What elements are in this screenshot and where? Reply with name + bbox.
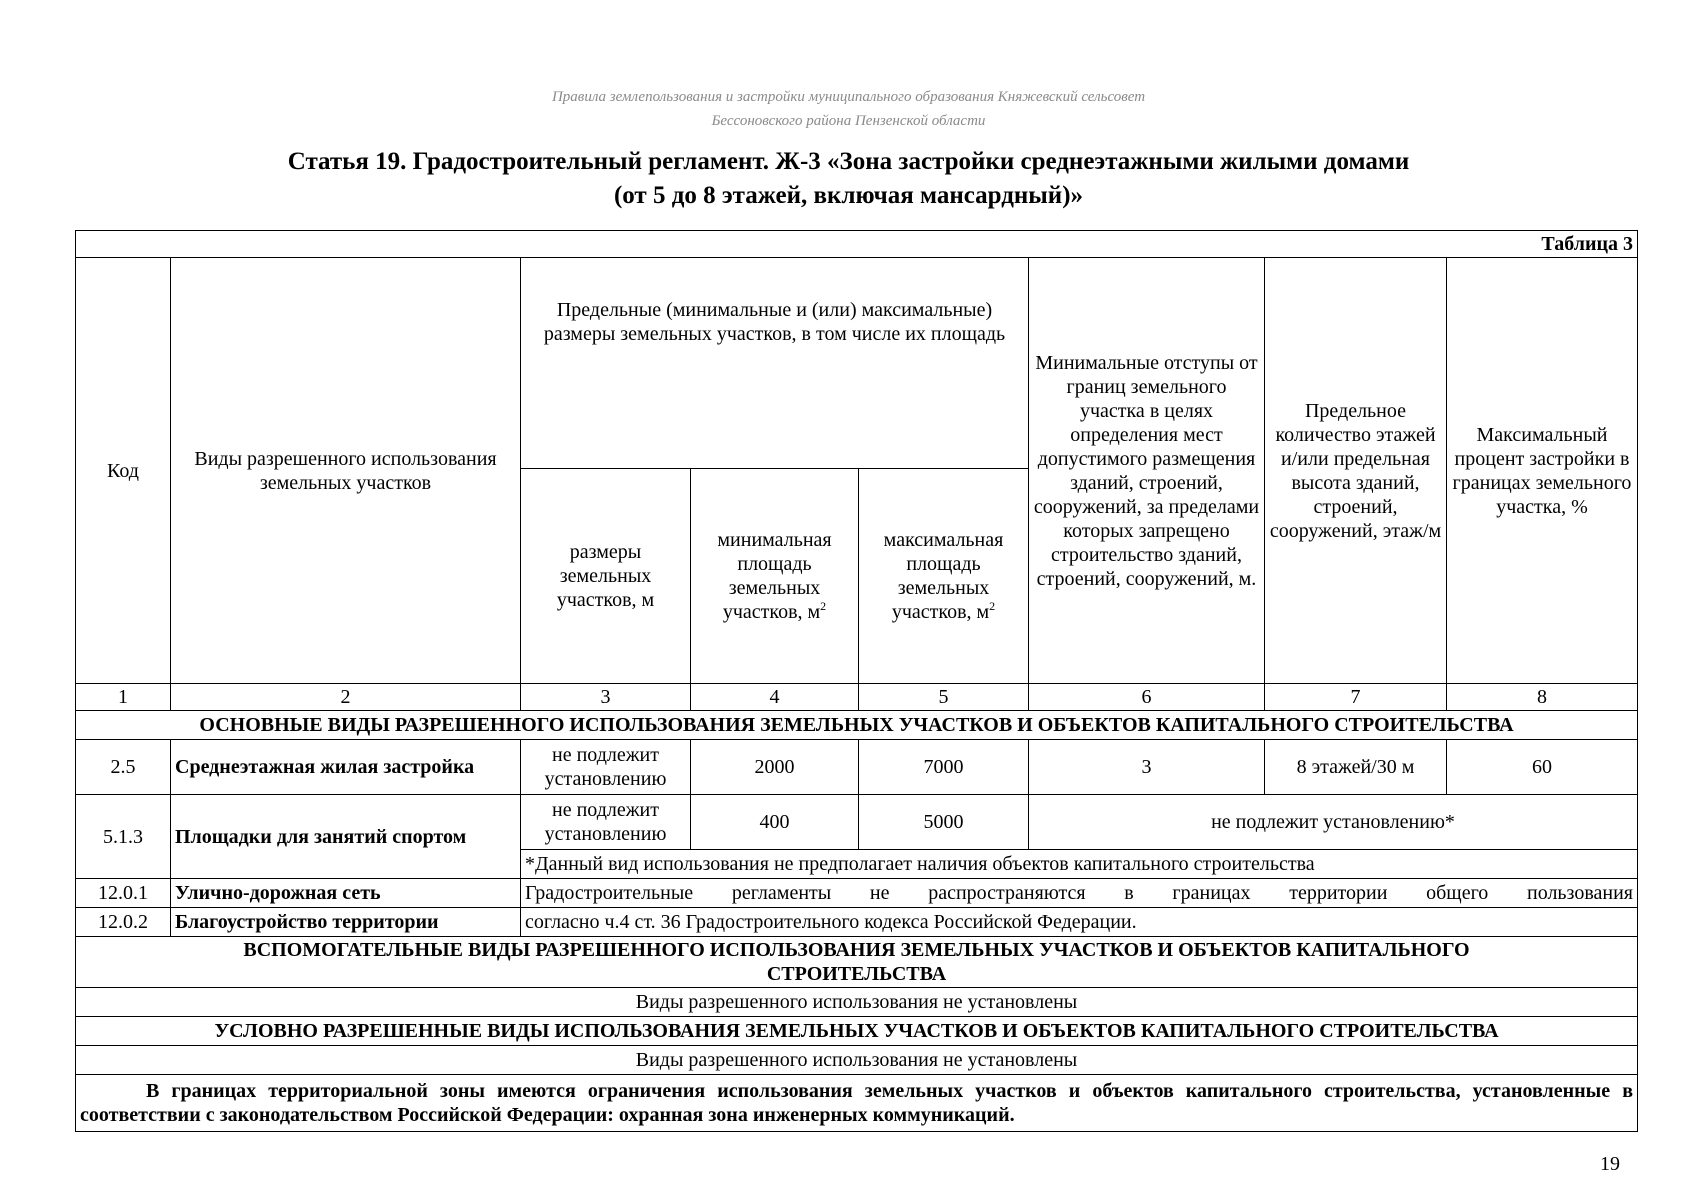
header-max-coverage: Максимальный процент застройки в границах земельного участка, % xyxy=(1447,258,1638,684)
column-number: 4 xyxy=(691,684,859,711)
table-row xyxy=(76,879,1638,908)
table-row xyxy=(76,908,1638,937)
header-limit-sizes-group: Предельные (минимальные и (или) максимальные) размеры земельных участков, в том числе их площадь xyxy=(521,258,1029,469)
header-permitted-uses: Виды разрешенного использования земельных участков xyxy=(171,258,521,684)
row-floors: 8 этажей/30 м xyxy=(1265,740,1447,795)
row-setback: 3 xyxy=(1029,740,1265,795)
regulation-table xyxy=(75,230,1638,1132)
row-max-area: 5000 xyxy=(859,795,1029,850)
row-code: 12.0.1 xyxy=(76,879,171,908)
header-code: Код xyxy=(76,258,171,684)
row-not-established: не подлежит установлению* xyxy=(1029,795,1638,850)
row-max-area: 7000 xyxy=(859,740,1029,795)
table-label: Таблица 3 xyxy=(76,231,1638,258)
header-plot-sizes: размеры земельных участков, м xyxy=(521,469,691,684)
row-code: 2.5 xyxy=(76,740,171,795)
header-min-setbacks: Минимальные отступы от границ земельного участка в целях определения мест допустимого размещения зданий, строений, сооружений, за пределами которых запрещено строительство зданий, строений, сооружений, м. xyxy=(1029,258,1265,684)
header-max-floors: Предельное количество этажей и/или предельная высота зданий, строений, сооружений, этаж/м xyxy=(1265,258,1447,684)
section-auxiliary-uses: ВСПОМОГАТЕЛЬНЫЕ ВИДЫ РАЗРЕШЕННОГО ИСПОЛЬЗОВАНИЯ ЗЕМЕЛЬНЫХ УЧАСТКОВ И ОБЪЕКТОВ КАПИТАЛЬНОГО СТРОИТЕЛЬСТВА xyxy=(76,937,1638,988)
header-min-area-sup: 2 xyxy=(820,599,827,613)
running-header-line2: Бессоновского района Пензенской области xyxy=(711,113,986,129)
column-number: 6 xyxy=(1029,684,1265,711)
header-min-area-text: минимальная площадь земельных участков, м xyxy=(717,529,832,623)
table-row xyxy=(76,740,1638,795)
header-max-area xyxy=(859,469,1029,684)
row-name: Улично-дорожная сеть xyxy=(171,879,521,908)
section-conditional-uses: УСЛОВНО РАЗРЕШЕННЫЕ ВИДЫ ИСПОЛЬЗОВАНИЯ ЗЕМЕЛЬНЫХ УЧАСТКОВ И ОБЪЕКТОВ КАПИТАЛЬНОГО СТРОИТЕЛЬСТВА xyxy=(76,1017,1638,1046)
header-max-area-text: максимальная площадь земельных участков, м xyxy=(883,529,1004,623)
row-name: Благоустройство территории xyxy=(171,908,521,937)
header-max-area-sup: 2 xyxy=(989,599,996,613)
page-number: 19 xyxy=(1600,1153,1620,1175)
article-title-line1: Статья 19. Градостроительный регламент. Ж-3 «Зона застройки среднеэтажными жилыми домами xyxy=(287,148,1410,175)
column-number: 3 xyxy=(521,684,691,711)
auxiliary-uses-text: Виды разрешенного использования не установлены xyxy=(76,988,1638,1017)
row-code: 5.1.3 xyxy=(76,795,171,879)
grad-note-line2: согласно ч.4 ст. 36 Градостроительного кодекса Российской Федерации. xyxy=(521,908,1638,937)
row-name: Среднеэтажная жилая застройка xyxy=(171,740,521,795)
section-main-uses: ОСНОВНЫЕ ВИДЫ РАЗРЕШЕННОГО ИСПОЛЬЗОВАНИЯ ЗЕМЕЛЬНЫХ УЧАСТКОВ И ОБЪЕКТОВ КАПИТАЛЬНОГО СТРОИТЕЛЬСТВА xyxy=(76,711,1638,740)
grad-note-line1: Градостроительные регламенты не распространяются в границах территории общего пользования xyxy=(521,879,1638,908)
column-number: 7 xyxy=(1265,684,1447,711)
row-min-area: 2000 xyxy=(691,740,859,795)
column-number: 8 xyxy=(1447,684,1638,711)
table-row xyxy=(76,795,1638,850)
row-name: Площадки для занятий спортом xyxy=(171,795,521,879)
row-footnote: *Данный вид использования не предполагает наличия объектов капитального строительства xyxy=(521,850,1638,879)
row-code: 12.0.2 xyxy=(76,908,171,937)
article-title-line2: (от 5 до 8 этажей, включая мансардный)» xyxy=(613,182,1084,209)
row-min-area: 400 xyxy=(691,795,859,850)
column-number: 5 xyxy=(859,684,1029,711)
conditional-uses-text: Виды разрешенного использования не установлены xyxy=(76,1046,1638,1075)
restrictions-note: В границах территориальной зоны имеются ограничения использования земельных участков и объектов капитального строительства, установленные в соответствии с законодательством Российской Федерации: охранная зона инженерных коммуникаций. xyxy=(76,1075,1638,1132)
row-coverage: 60 xyxy=(1447,740,1638,795)
column-number: 1 xyxy=(76,684,171,711)
column-number-row xyxy=(76,684,1638,711)
row-sizes: не подлежит установлению xyxy=(521,740,691,795)
row-sizes: не подлежит установлению xyxy=(521,795,691,850)
column-number: 2 xyxy=(171,684,521,711)
running-header-line1: Правила землепользования и застройки муниципального образования Княжевский сельсовет xyxy=(551,89,1146,105)
header-min-area xyxy=(691,469,859,684)
